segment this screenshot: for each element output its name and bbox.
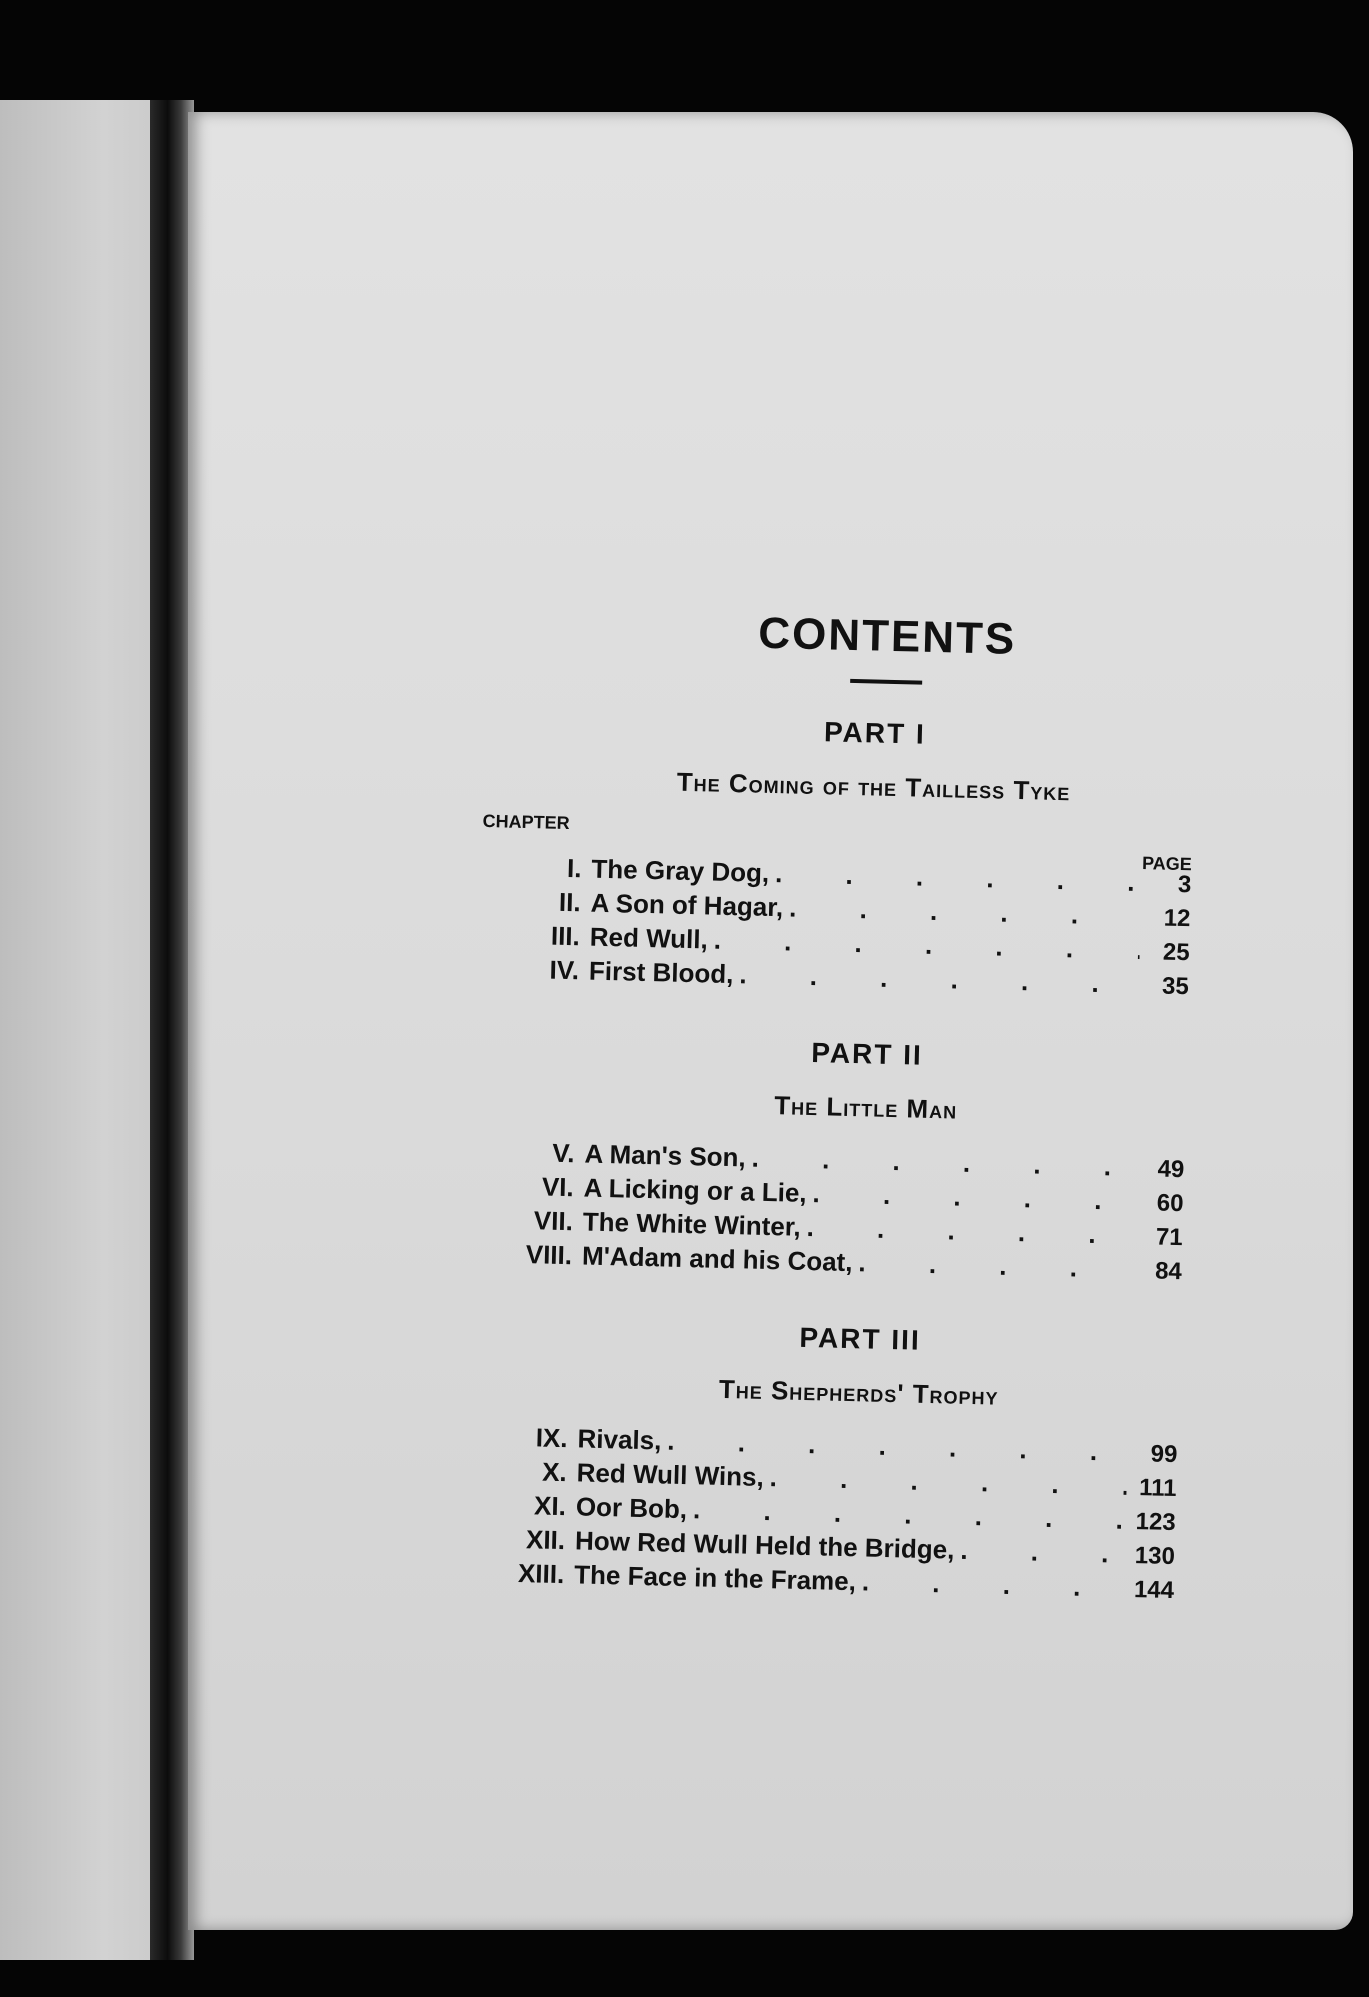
chapter-number: X. (541, 1456, 568, 1488)
page-number: 99 (1150, 1440, 1178, 1469)
page-number: 130 (1134, 1542, 1176, 1571)
page-number: 35 (1161, 972, 1190, 1001)
page-number: 84 (1154, 1257, 1183, 1286)
chapter-title: A Man's Son, (584, 1138, 747, 1173)
part-title: The Coming of the Tailless Tyke (676, 766, 1071, 807)
chapter-number: IX. (535, 1422, 568, 1454)
chapter-title: First Blood, (588, 955, 734, 990)
contents-page (188, 112, 1353, 1930)
chapter-number: I. (566, 853, 582, 884)
chapter-title: Oor Bob, (575, 1491, 688, 1525)
page-number: 144 (1133, 1576, 1175, 1605)
chapter-title: Red Wull Wins, (576, 1457, 765, 1492)
part-label: PART I (823, 716, 927, 750)
title-rule (850, 679, 922, 685)
chapter-number: XI. (533, 1490, 567, 1522)
page-number: 123 (1135, 1508, 1177, 1537)
page-number: 3 (1177, 870, 1192, 899)
chapter-title: A Licking or a Lie, (583, 1172, 807, 1208)
page-title: CONTENTS (757, 608, 1017, 664)
page-number: 60 (1156, 1189, 1184, 1218)
table-of-contents (463, 602, 1208, 1650)
left-page-edge (0, 100, 172, 1960)
page-number: 12 (1163, 904, 1191, 933)
chapter-title: The Face in the Frame, (573, 1559, 857, 1597)
part-2 (472, 1029, 1198, 1290)
dot-leader (852, 1247, 1132, 1285)
dot-leader (806, 1178, 1134, 1217)
page-number: 25 (1162, 938, 1190, 967)
chapter-number: IV. (549, 954, 580, 986)
chapter-title: M'Adam and his Coat, (581, 1240, 853, 1278)
dot-leader (954, 1535, 1125, 1570)
chapter-number: V. (552, 1137, 575, 1169)
chapter-title: The Gray Dog, (591, 853, 770, 888)
chapter-title: The White Winter, (582, 1206, 802, 1242)
chapter-header: CHAPTER (482, 810, 570, 834)
dot-leader (856, 1566, 1125, 1604)
part-1 (479, 708, 1206, 1005)
chapter-title: Rivals, (577, 1423, 662, 1456)
chapter-number: XIII. (517, 1558, 565, 1590)
dot-leader (745, 1142, 1134, 1182)
part-label: PART II (810, 1037, 924, 1071)
chapter-title: Red Wull, (589, 921, 709, 955)
chapter-title: A Son of Hagar, (590, 887, 784, 923)
chapter-number: XII. (525, 1524, 566, 1556)
chapter-number: VI. (541, 1171, 575, 1203)
chapter-title: How Red Wull Held the Bridge, (574, 1525, 955, 1565)
page-number: 111 (1138, 1474, 1177, 1503)
part-title: The Little Man (773, 1090, 958, 1125)
page-number: 71 (1155, 1223, 1184, 1252)
page-header: PAGE (1141, 853, 1193, 875)
chapter-number: VII. (533, 1205, 574, 1237)
part-3 (464, 1314, 1191, 1609)
page-number: 49 (1157, 1155, 1185, 1184)
chapter-number: VIII. (525, 1239, 573, 1271)
part-title: The Shepherds' Trophy (718, 1373, 1000, 1411)
chapter-number: II. (558, 886, 582, 918)
part-label: PART III (799, 1321, 922, 1356)
chapter-number: III. (550, 920, 581, 952)
